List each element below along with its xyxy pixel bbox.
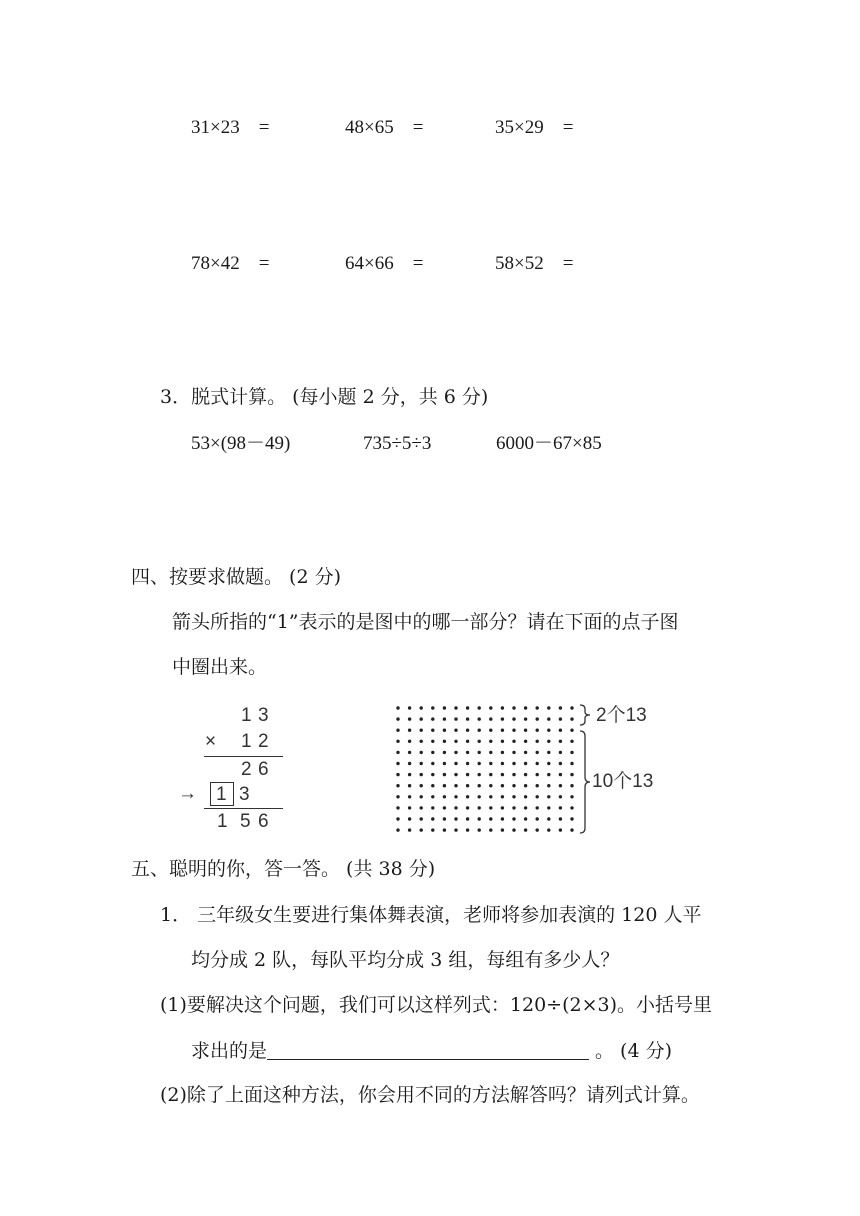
- dot: [454, 729, 457, 732]
- rule-line-1: [204, 756, 283, 757]
- dot: [431, 784, 434, 787]
- dot: [524, 784, 527, 787]
- dot: [466, 817, 469, 820]
- dot: [431, 806, 434, 809]
- dot: [501, 706, 504, 709]
- dot: [478, 806, 481, 809]
- dot: [466, 740, 469, 743]
- dot: [547, 806, 550, 809]
- dot: [408, 806, 411, 809]
- dot: [420, 751, 423, 754]
- dot: [443, 740, 446, 743]
- dot: [420, 717, 423, 720]
- q3-title: 3．脱式计算。 (每小题 2 分，共 6 分): [160, 386, 489, 408]
- dot: [408, 729, 411, 732]
- dot: [396, 817, 399, 820]
- label-10x13: 10个13: [592, 771, 654, 792]
- dot: [443, 795, 446, 798]
- dot: [536, 740, 539, 743]
- dot: [408, 784, 411, 787]
- dot: [489, 828, 492, 831]
- dot: [501, 740, 504, 743]
- dot: [420, 740, 423, 743]
- dot: [431, 751, 434, 754]
- dot: [524, 751, 527, 754]
- dot: [512, 784, 515, 787]
- dot: [547, 706, 550, 709]
- dot: [454, 817, 457, 820]
- expr-58x52: 58×52 =: [495, 253, 574, 274]
- rule-line-2: [204, 808, 283, 809]
- dot: [501, 762, 504, 765]
- dot: [570, 740, 573, 743]
- dot: [466, 706, 469, 709]
- dot: [478, 706, 481, 709]
- section-4-prompt-line1: 箭头所指的“1”表示的是图中的哪一部分？请在下面的点子图: [172, 611, 679, 633]
- expr-35x29: 35×29 =: [495, 117, 574, 138]
- dot: [489, 773, 492, 776]
- partial-product-2-digit: 3: [239, 784, 250, 805]
- dot: [466, 751, 469, 754]
- dot: [443, 751, 446, 754]
- dot: [443, 784, 446, 787]
- dot: [478, 773, 481, 776]
- dot: [512, 706, 515, 709]
- dot: [501, 751, 504, 754]
- dot: [396, 806, 399, 809]
- dot: [478, 729, 481, 732]
- dot: [443, 706, 446, 709]
- expr-78x42: 78×42 =: [191, 253, 270, 274]
- dot: [524, 740, 527, 743]
- brace-icon-top: [578, 704, 594, 726]
- dot: [512, 762, 515, 765]
- dot: [443, 773, 446, 776]
- dot: [454, 795, 457, 798]
- dot: [512, 717, 515, 720]
- dot: [466, 828, 469, 831]
- dot: [478, 795, 481, 798]
- dot: [570, 762, 573, 765]
- dot: [431, 717, 434, 720]
- dot: [512, 751, 515, 754]
- dot: [443, 828, 446, 831]
- part2-line: (2)除了上面这种方法，你会用不同的方法解答吗？请列式计算。: [160, 1084, 700, 1106]
- expr-31x23: 31×23 =: [191, 117, 270, 138]
- dot: [559, 784, 562, 787]
- dot: [408, 717, 411, 720]
- dot: [420, 773, 423, 776]
- dot: [524, 717, 527, 720]
- dot: [536, 762, 539, 765]
- dot: [547, 729, 550, 732]
- dot: [536, 806, 539, 809]
- dot: [501, 817, 504, 820]
- dot: [536, 729, 539, 732]
- dot: [478, 784, 481, 787]
- dot: [489, 762, 492, 765]
- dot: [443, 806, 446, 809]
- dot: [396, 773, 399, 776]
- dot: [559, 806, 562, 809]
- dot: [478, 751, 481, 754]
- multiplicand-digit: 1: [241, 705, 252, 726]
- dot: [570, 717, 573, 720]
- section-5-title: 五、聪明的你，答一答。 (共 38 分): [131, 858, 436, 880]
- dot: [420, 806, 423, 809]
- dot: [570, 795, 573, 798]
- times-sign: ×: [205, 731, 217, 752]
- dot: [512, 773, 515, 776]
- partial-product-1-digit: 6: [258, 759, 269, 780]
- dot: [454, 784, 457, 787]
- dot: [512, 806, 515, 809]
- dot: [501, 795, 504, 798]
- dot: [489, 751, 492, 754]
- dot: [559, 817, 562, 820]
- dot: [396, 784, 399, 787]
- dot: [466, 806, 469, 809]
- dot: [559, 706, 562, 709]
- dot: [559, 729, 562, 732]
- dot: [443, 729, 446, 732]
- dot: [408, 762, 411, 765]
- dot: [524, 706, 527, 709]
- q1-line2: 均分成 2 队，每队平均分成 3 组，每组有多少人？: [191, 949, 620, 971]
- dot: [478, 828, 481, 831]
- q3-expr-2: 735÷5÷3: [363, 433, 432, 454]
- dot: [536, 828, 539, 831]
- dot: [570, 828, 573, 831]
- dot: [536, 706, 539, 709]
- product-digit: 5: [240, 811, 251, 832]
- dot: [431, 706, 434, 709]
- multiplier-digit: 1: [241, 731, 252, 752]
- dot: [559, 740, 562, 743]
- dot: [512, 740, 515, 743]
- dot: [559, 773, 562, 776]
- dot: [570, 751, 573, 754]
- dot: [478, 717, 481, 720]
- dot: [431, 817, 434, 820]
- dot: [547, 762, 550, 765]
- dot: [547, 751, 550, 754]
- product-digit: 6: [258, 811, 269, 832]
- dot: [454, 806, 457, 809]
- dot: [396, 762, 399, 765]
- expr-64x66: 64×66 =: [345, 253, 424, 274]
- dot: [478, 762, 481, 765]
- dot: [536, 784, 539, 787]
- dot: [454, 773, 457, 776]
- dot: [454, 717, 457, 720]
- dot: [524, 828, 527, 831]
- dot: [512, 817, 515, 820]
- dot: [536, 795, 539, 798]
- dot: [396, 717, 399, 720]
- dot: [443, 817, 446, 820]
- dot: [524, 762, 527, 765]
- dot: [489, 706, 492, 709]
- q1-line1: 1． 三年级女生要进行集体舞表演，老师将参加表演的 120 人平: [160, 904, 702, 926]
- dot: [547, 817, 550, 820]
- dot: [512, 729, 515, 732]
- dot: [454, 828, 457, 831]
- dot: [489, 817, 492, 820]
- dot: [524, 729, 527, 732]
- dot: [420, 795, 423, 798]
- dot: [420, 706, 423, 709]
- product-digit: 1: [217, 811, 228, 832]
- dot: [466, 762, 469, 765]
- dot: [501, 784, 504, 787]
- dot: [524, 806, 527, 809]
- q3-expr-3: 6000－67×85: [496, 433, 602, 454]
- dot: [466, 795, 469, 798]
- dot: [420, 729, 423, 732]
- dot: [559, 828, 562, 831]
- arrow-icon: →: [178, 783, 197, 804]
- dot: [396, 751, 399, 754]
- multiplier-digit: 2: [258, 731, 269, 752]
- dot: [570, 773, 573, 776]
- dot: [466, 773, 469, 776]
- dot: [478, 740, 481, 743]
- dot: [501, 773, 504, 776]
- answer-blank[interactable]: [267, 1041, 589, 1060]
- dot: [454, 762, 457, 765]
- dot: [536, 717, 539, 720]
- dot: [501, 729, 504, 732]
- dot: [570, 784, 573, 787]
- dot: [408, 828, 411, 831]
- expr-48x65: 48×65 =: [345, 117, 424, 138]
- dot: [547, 795, 550, 798]
- dot: [408, 706, 411, 709]
- dot: [396, 828, 399, 831]
- q3-expr-1: 53×(98－49): [191, 433, 291, 454]
- dot: [524, 773, 527, 776]
- dot: [547, 717, 550, 720]
- dot: [466, 729, 469, 732]
- dot: [420, 784, 423, 787]
- dot: [408, 795, 411, 798]
- dot: [396, 795, 399, 798]
- dot: [466, 717, 469, 720]
- dot: [396, 706, 399, 709]
- part1-line2: [191, 1041, 672, 1061]
- dot: [431, 762, 434, 765]
- label-2x13: 2个13: [596, 705, 647, 726]
- dot: [408, 751, 411, 754]
- dot: [454, 706, 457, 709]
- dot: [489, 729, 492, 732]
- part1-line1: (1)要解决这个问题，我们可以这样列式：120÷(2×3)。小括号里: [160, 994, 713, 1016]
- multiplicand-digit: 3: [258, 705, 269, 726]
- dot: [512, 828, 515, 831]
- dot: [396, 729, 399, 732]
- dot: [431, 773, 434, 776]
- dot: [547, 784, 550, 787]
- dot: [501, 828, 504, 831]
- dot: [489, 795, 492, 798]
- dot: [489, 717, 492, 720]
- dot: [570, 806, 573, 809]
- boxed-digit: 1: [216, 784, 227, 805]
- dot: [408, 817, 411, 820]
- dot: [536, 751, 539, 754]
- dot: [489, 740, 492, 743]
- dot: [570, 729, 573, 732]
- dot: [536, 817, 539, 820]
- dot: [396, 740, 399, 743]
- dot: [547, 740, 550, 743]
- section-4-title: 四、按要求做题。 (2 分): [131, 566, 341, 588]
- dot: [524, 795, 527, 798]
- partial-product-1-digit: 2: [241, 759, 252, 780]
- dot: [443, 762, 446, 765]
- dot: [570, 817, 573, 820]
- dot: [443, 717, 446, 720]
- dot: [489, 784, 492, 787]
- part1-suffix: 。 (4 分): [595, 1040, 673, 1062]
- dot: [559, 751, 562, 754]
- dot-grid: [390, 700, 590, 840]
- dot: [420, 762, 423, 765]
- dot: [431, 795, 434, 798]
- dot: [512, 795, 515, 798]
- dot: [431, 828, 434, 831]
- dot: [547, 773, 550, 776]
- dot: [547, 828, 550, 831]
- dot: [559, 717, 562, 720]
- dot: [431, 729, 434, 732]
- dot: [570, 706, 573, 709]
- dot: [501, 806, 504, 809]
- dot: [408, 740, 411, 743]
- dot: [536, 773, 539, 776]
- section-4-prompt-line2: 中圈出来。: [172, 656, 268, 678]
- dot: [466, 784, 469, 787]
- dot: [478, 817, 481, 820]
- dot: [454, 740, 457, 743]
- dot: [524, 817, 527, 820]
- dot: [559, 795, 562, 798]
- dot: [454, 751, 457, 754]
- dot: [559, 762, 562, 765]
- part1-prefix: 求出的是: [191, 1040, 268, 1062]
- dot: [501, 717, 504, 720]
- dot: [408, 773, 411, 776]
- dot: [489, 806, 492, 809]
- dot: [420, 828, 423, 831]
- dot: [431, 740, 434, 743]
- dot: [420, 817, 423, 820]
